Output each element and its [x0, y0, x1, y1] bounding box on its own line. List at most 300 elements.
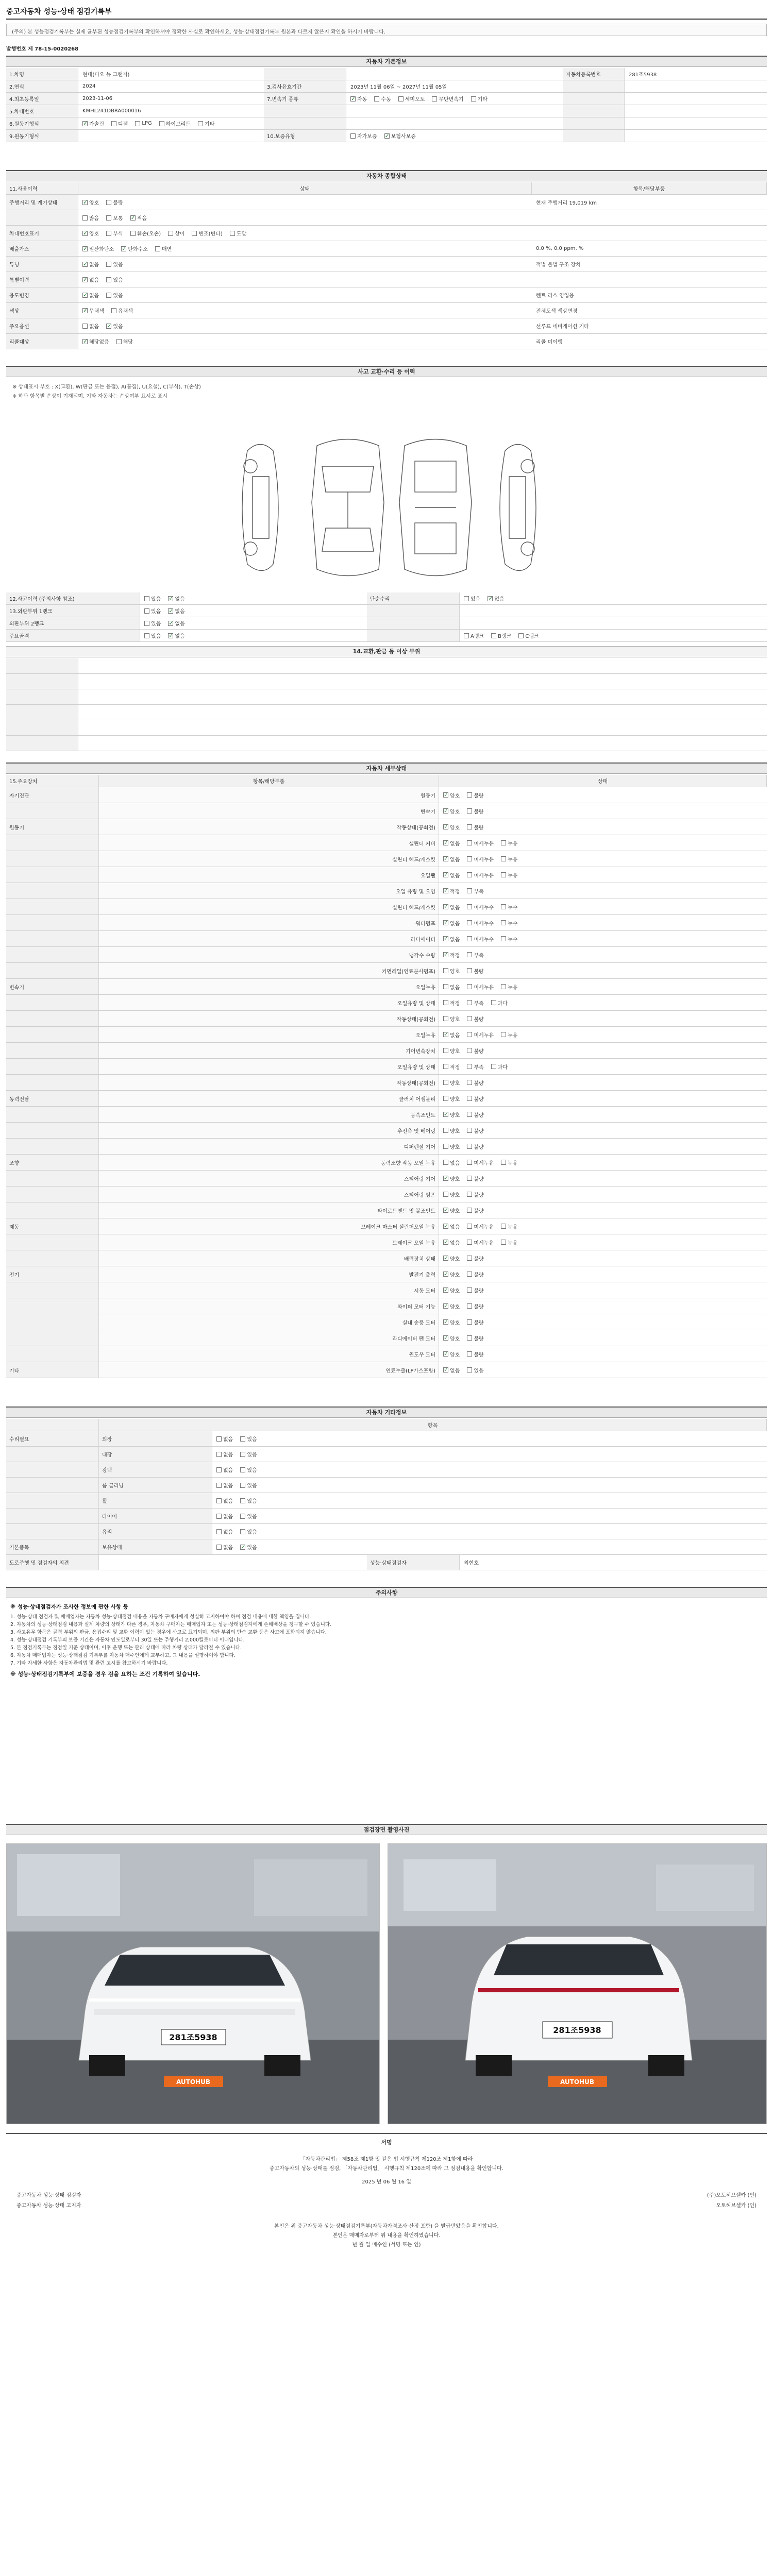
checkbox-option[interactable] — [443, 903, 460, 911]
checkbox[interactable] — [82, 246, 88, 251]
checkbox[interactable] — [467, 1224, 472, 1229]
checkbox[interactable] — [443, 1192, 448, 1197]
checkbox[interactable] — [443, 856, 448, 861]
checkbox-option[interactable] — [443, 791, 460, 799]
checkbox-option[interactable] — [216, 1543, 233, 1551]
checkbox-option[interactable] — [443, 999, 460, 1007]
checkbox[interactable] — [230, 231, 235, 236]
checkbox[interactable] — [443, 1000, 448, 1005]
checkbox[interactable] — [130, 215, 136, 221]
checkbox[interactable] — [240, 1436, 245, 1442]
checkbox[interactable] — [240, 1467, 245, 1472]
checkbox[interactable] — [216, 1529, 222, 1534]
checkbox-option[interactable] — [168, 619, 184, 627]
checkbox[interactable] — [443, 968, 448, 973]
checkbox-option[interactable] — [443, 1366, 460, 1374]
checkbox[interactable] — [501, 840, 506, 845]
checkbox[interactable] — [501, 1160, 506, 1165]
checkbox-option[interactable] — [501, 903, 517, 911]
checkbox-option[interactable] — [240, 1481, 257, 1489]
checkbox[interactable] — [443, 1064, 448, 1069]
checkbox-option[interactable] — [467, 919, 494, 927]
checkbox-option[interactable] — [144, 632, 161, 639]
checkbox-option[interactable] — [443, 1015, 460, 1023]
checkbox[interactable] — [144, 633, 149, 638]
checkbox-option[interactable] — [192, 229, 222, 237]
checkbox-option[interactable] — [467, 1127, 483, 1134]
checkbox[interactable] — [192, 231, 197, 236]
checkbox[interactable] — [82, 200, 88, 205]
checkbox-option[interactable] — [82, 214, 99, 222]
checkbox[interactable] — [443, 1144, 448, 1149]
checkbox[interactable] — [501, 920, 506, 925]
checkbox-option[interactable] — [168, 607, 184, 615]
checkbox-option[interactable] — [467, 1286, 483, 1294]
checkbox-option[interactable] — [240, 1435, 257, 1443]
checkbox[interactable] — [491, 633, 496, 638]
checkbox-option[interactable] — [130, 214, 147, 222]
checkbox[interactable] — [443, 1303, 448, 1309]
checkbox-option[interactable] — [501, 871, 517, 879]
checkbox[interactable] — [106, 324, 111, 329]
checkbox[interactable] — [491, 1064, 496, 1069]
checkbox-option[interactable] — [443, 1111, 460, 1118]
checkbox[interactable] — [240, 1483, 245, 1488]
checkbox-option[interactable] — [467, 1302, 483, 1310]
checkbox[interactable] — [350, 133, 356, 139]
checkbox[interactable] — [467, 1000, 472, 1005]
checkbox-option[interactable] — [82, 229, 99, 237]
checkbox-option[interactable] — [467, 1031, 494, 1039]
checkbox-option[interactable] — [240, 1528, 257, 1535]
checkbox-option[interactable] — [82, 276, 99, 283]
checkbox[interactable] — [168, 633, 173, 638]
checkbox-option[interactable] — [467, 1079, 483, 1087]
checkbox[interactable] — [443, 1208, 448, 1213]
checkbox-option[interactable] — [106, 291, 123, 299]
checkbox-option[interactable] — [230, 229, 246, 237]
checkbox[interactable] — [467, 1064, 472, 1069]
checkbox[interactable] — [111, 308, 116, 313]
checkbox[interactable] — [216, 1436, 222, 1442]
checkbox[interactable] — [501, 904, 506, 909]
checkbox[interactable] — [464, 633, 469, 638]
checkbox[interactable] — [159, 121, 164, 126]
checkbox[interactable] — [501, 872, 506, 877]
checkbox-option[interactable] — [82, 260, 99, 268]
checkbox[interactable] — [443, 1224, 448, 1229]
checkbox[interactable] — [443, 920, 448, 925]
checkbox[interactable] — [240, 1452, 245, 1457]
checkbox[interactable] — [467, 1096, 472, 1101]
checkbox[interactable] — [240, 1498, 245, 1503]
checkbox-option[interactable] — [491, 999, 508, 1007]
checkbox[interactable] — [467, 1032, 472, 1037]
checkbox-option[interactable] — [467, 983, 494, 991]
checkbox[interactable] — [443, 1016, 448, 1021]
checkbox-option[interactable] — [443, 983, 460, 991]
checkbox-option[interactable] — [467, 903, 494, 911]
checkbox[interactable] — [82, 339, 88, 344]
checkbox-option[interactable] — [464, 632, 484, 639]
checkbox[interactable] — [467, 1240, 472, 1245]
checkbox[interactable] — [467, 968, 472, 973]
checkbox[interactable] — [443, 888, 448, 893]
checkbox-option[interactable] — [501, 1239, 517, 1246]
checkbox-option[interactable] — [443, 951, 460, 959]
checkbox-option[interactable] — [106, 198, 123, 206]
checkbox[interactable] — [106, 262, 111, 267]
checkbox-option[interactable] — [443, 935, 460, 943]
checkbox[interactable] — [501, 984, 506, 989]
checkbox-option[interactable] — [467, 855, 494, 863]
checkbox[interactable] — [198, 121, 203, 126]
checkbox[interactable] — [443, 1096, 448, 1101]
checkbox[interactable] — [82, 308, 88, 313]
checkbox[interactable] — [443, 808, 448, 814]
checkbox-option[interactable] — [501, 855, 517, 863]
checkbox-option[interactable] — [501, 839, 517, 847]
checkbox-option[interactable] — [443, 1302, 460, 1310]
checkbox-option[interactable] — [501, 1031, 517, 1039]
checkbox-option[interactable] — [106, 214, 123, 222]
checkbox-option[interactable] — [443, 1318, 460, 1326]
checkbox[interactable] — [443, 952, 448, 957]
checkbox-option[interactable] — [467, 1175, 483, 1182]
checkbox[interactable] — [443, 1128, 448, 1133]
checkbox[interactable] — [491, 1000, 496, 1005]
checkbox-option[interactable] — [443, 1095, 460, 1103]
checkbox-option[interactable] — [491, 1063, 508, 1071]
checkbox[interactable] — [168, 231, 173, 236]
checkbox[interactable] — [350, 96, 356, 101]
checkbox-option[interactable] — [374, 95, 391, 103]
checkbox[interactable] — [443, 840, 448, 845]
checkbox-option[interactable] — [501, 1159, 517, 1166]
checkbox[interactable] — [467, 920, 472, 925]
checkbox[interactable] — [488, 596, 493, 601]
checkbox-option[interactable] — [168, 229, 184, 237]
checkbox-option[interactable] — [216, 1528, 233, 1535]
checkbox[interactable] — [518, 633, 524, 638]
checkbox-option[interactable] — [443, 1191, 460, 1198]
checkbox[interactable] — [467, 1192, 472, 1197]
checkbox-option[interactable] — [467, 967, 483, 975]
checkbox-option[interactable] — [155, 245, 172, 252]
checkbox[interactable] — [467, 1176, 472, 1181]
checkbox-option[interactable] — [467, 1318, 483, 1326]
checkbox-option[interactable] — [501, 935, 517, 943]
checkbox[interactable] — [467, 1208, 472, 1213]
checkbox[interactable] — [501, 856, 506, 861]
checkbox-option[interactable] — [130, 229, 161, 237]
checkbox-option[interactable] — [501, 983, 517, 991]
checkbox-option[interactable] — [467, 807, 483, 815]
checkbox[interactable] — [443, 1335, 448, 1341]
checkbox-option[interactable] — [488, 595, 504, 602]
checkbox-option[interactable] — [398, 95, 425, 103]
checkbox-option[interactable] — [111, 120, 128, 127]
checkbox[interactable] — [216, 1514, 222, 1519]
checkbox-option[interactable] — [82, 120, 104, 127]
checkbox-option[interactable] — [216, 1481, 233, 1489]
checkbox[interactable] — [116, 339, 122, 344]
checkbox-option[interactable] — [240, 1450, 257, 1458]
checkbox[interactable] — [135, 121, 140, 126]
checkbox-option[interactable] — [467, 1143, 483, 1150]
checkbox-option[interactable] — [443, 855, 460, 863]
checkbox[interactable] — [443, 984, 448, 989]
checkbox-option[interactable] — [443, 1127, 460, 1134]
checkbox[interactable] — [144, 621, 149, 626]
checkbox-option[interactable] — [216, 1435, 233, 1443]
checkbox[interactable] — [144, 608, 149, 614]
checkbox[interactable] — [82, 324, 88, 329]
checkbox-option[interactable] — [144, 619, 161, 627]
checkbox-option[interactable] — [467, 1207, 483, 1214]
checkbox-option[interactable] — [443, 1239, 460, 1246]
checkbox-option[interactable] — [467, 823, 483, 831]
checkbox[interactable] — [467, 1303, 472, 1309]
checkbox[interactable] — [144, 596, 149, 601]
checkbox[interactable] — [443, 1351, 448, 1357]
checkbox-option[interactable] — [443, 1159, 460, 1166]
checkbox-option[interactable] — [240, 1543, 257, 1551]
checkbox[interactable] — [467, 952, 472, 957]
checkbox-option[interactable] — [216, 1466, 233, 1473]
checkbox-option[interactable] — [443, 1079, 460, 1087]
checkbox[interactable] — [106, 277, 111, 282]
checkbox-option[interactable] — [467, 1270, 483, 1278]
checkbox[interactable] — [467, 1144, 472, 1149]
checkbox-option[interactable] — [467, 1159, 494, 1166]
checkbox-option[interactable] — [82, 307, 104, 314]
checkbox-option[interactable] — [106, 322, 123, 330]
checkbox[interactable] — [240, 1529, 245, 1534]
checkbox-option[interactable] — [443, 871, 460, 879]
checkbox[interactable] — [168, 608, 173, 614]
checkbox[interactable] — [240, 1514, 245, 1519]
checkbox[interactable] — [467, 1128, 472, 1133]
checkbox-option[interactable] — [443, 1255, 460, 1262]
checkbox-option[interactable] — [467, 1191, 483, 1198]
checkbox[interactable] — [443, 792, 448, 798]
checkbox-option[interactable] — [216, 1450, 233, 1458]
checkbox[interactable] — [398, 96, 404, 101]
checkbox-option[interactable] — [443, 1334, 460, 1342]
checkbox-option[interactable] — [518, 632, 539, 639]
checkbox[interactable] — [82, 293, 88, 298]
checkbox-option[interactable] — [491, 632, 511, 639]
checkbox[interactable] — [240, 1545, 245, 1550]
checkbox-option[interactable] — [443, 1175, 460, 1182]
checkbox-option[interactable] — [240, 1512, 257, 1520]
checkbox[interactable] — [443, 1319, 448, 1325]
checkbox[interactable] — [471, 96, 476, 101]
checkbox-option[interactable] — [240, 1466, 257, 1473]
checkbox[interactable] — [467, 1160, 472, 1165]
checkbox[interactable] — [121, 246, 126, 251]
checkbox[interactable] — [501, 1032, 506, 1037]
checkbox-option[interactable] — [467, 887, 483, 895]
checkbox[interactable] — [443, 904, 448, 909]
checkbox[interactable] — [443, 1367, 448, 1372]
checkbox[interactable] — [216, 1467, 222, 1472]
checkbox-option[interactable] — [443, 1270, 460, 1278]
checkbox[interactable] — [443, 1112, 448, 1117]
checkbox-option[interactable] — [501, 919, 517, 927]
checkbox-option[interactable] — [106, 229, 123, 237]
checkbox[interactable] — [467, 856, 472, 861]
checkbox-option[interactable] — [350, 132, 377, 140]
checkbox[interactable] — [443, 1176, 448, 1181]
checkbox-option[interactable] — [350, 95, 367, 103]
checkbox-option[interactable] — [467, 1047, 483, 1055]
checkbox-option[interactable] — [82, 198, 99, 206]
checkbox[interactable] — [464, 596, 469, 601]
checkbox[interactable] — [82, 262, 88, 267]
checkbox[interactable] — [467, 1048, 472, 1053]
checkbox[interactable] — [443, 1240, 448, 1245]
checkbox-option[interactable] — [144, 607, 161, 615]
checkbox-option[interactable] — [443, 839, 460, 847]
checkbox[interactable] — [467, 1080, 472, 1085]
checkbox[interactable] — [443, 936, 448, 941]
checkbox[interactable] — [106, 215, 111, 221]
checkbox[interactable] — [443, 1032, 448, 1037]
checkbox[interactable] — [82, 121, 88, 126]
checkbox-option[interactable] — [471, 95, 488, 103]
checkbox[interactable] — [467, 888, 472, 893]
checkbox-option[interactable] — [501, 1223, 517, 1230]
checkbox-option[interactable] — [467, 1015, 483, 1023]
checkbox[interactable] — [443, 824, 448, 829]
checkbox-option[interactable] — [464, 595, 480, 602]
checkbox-option[interactable] — [443, 1063, 460, 1071]
checkbox[interactable] — [374, 96, 379, 101]
checkbox[interactable] — [216, 1545, 222, 1550]
checkbox-option[interactable] — [467, 1239, 494, 1246]
checkbox[interactable] — [467, 1319, 472, 1325]
checkbox[interactable] — [106, 200, 111, 205]
checkbox-option[interactable] — [443, 1286, 460, 1294]
checkbox[interactable] — [467, 1287, 472, 1293]
checkbox[interactable] — [467, 840, 472, 845]
checkbox-option[interactable] — [443, 1143, 460, 1150]
checkbox[interactable] — [467, 872, 472, 877]
checkbox[interactable] — [130, 231, 136, 236]
checkbox[interactable] — [168, 621, 173, 626]
checkbox[interactable] — [467, 1335, 472, 1341]
checkbox[interactable] — [467, 1112, 472, 1117]
checkbox[interactable] — [82, 215, 88, 221]
checkbox-option[interactable] — [121, 245, 148, 252]
checkbox[interactable] — [467, 1351, 472, 1357]
checkbox-option[interactable] — [144, 595, 161, 602]
checkbox[interactable] — [216, 1452, 222, 1457]
checkbox[interactable] — [106, 231, 111, 236]
checkbox-option[interactable] — [111, 307, 133, 314]
checkbox-option[interactable] — [443, 823, 460, 831]
checkbox-option[interactable] — [135, 121, 152, 126]
checkbox-option[interactable] — [240, 1497, 257, 1504]
checkbox[interactable] — [443, 1272, 448, 1277]
checkbox[interactable] — [467, 1367, 472, 1372]
checkbox-option[interactable] — [82, 291, 99, 299]
checkbox[interactable] — [155, 246, 160, 251]
checkbox[interactable] — [384, 133, 390, 139]
checkbox[interactable] — [216, 1483, 222, 1488]
checkbox-option[interactable] — [467, 791, 483, 799]
checkbox-option[interactable] — [443, 1031, 460, 1039]
checkbox-option[interactable] — [198, 120, 214, 127]
checkbox-option[interactable] — [159, 120, 191, 127]
checkbox-option[interactable] — [443, 1207, 460, 1214]
checkbox[interactable] — [467, 1016, 472, 1021]
checkbox-option[interactable] — [467, 839, 494, 847]
checkbox-option[interactable] — [467, 951, 483, 959]
checkbox[interactable] — [443, 1080, 448, 1085]
checkbox[interactable] — [443, 1256, 448, 1261]
checkbox[interactable] — [467, 904, 472, 909]
checkbox[interactable] — [106, 293, 111, 298]
checkbox-option[interactable] — [82, 245, 114, 252]
checkbox-option[interactable] — [116, 337, 133, 345]
checkbox[interactable] — [501, 1240, 506, 1245]
checkbox-option[interactable] — [467, 1095, 483, 1103]
checkbox-option[interactable] — [106, 276, 123, 283]
checkbox[interactable] — [443, 1048, 448, 1053]
checkbox-option[interactable] — [82, 322, 99, 330]
checkbox[interactable] — [467, 984, 472, 989]
checkbox[interactable] — [467, 936, 472, 941]
checkbox-option[interactable] — [467, 1334, 483, 1342]
checkbox-option[interactable] — [443, 1223, 460, 1230]
checkbox-option[interactable] — [467, 1223, 494, 1230]
checkbox[interactable] — [168, 596, 173, 601]
checkbox[interactable] — [82, 231, 88, 236]
checkbox-option[interactable] — [467, 1350, 483, 1358]
checkbox-option[interactable] — [443, 1350, 460, 1358]
checkbox[interactable] — [467, 1272, 472, 1277]
checkbox-option[interactable] — [443, 1047, 460, 1055]
checkbox[interactable] — [501, 936, 506, 941]
checkbox-option[interactable] — [106, 260, 123, 268]
checkbox-option[interactable] — [384, 132, 416, 140]
checkbox-option[interactable] — [467, 935, 494, 943]
checkbox-option[interactable] — [432, 95, 463, 103]
checkbox-option[interactable] — [443, 887, 460, 895]
checkbox-option[interactable] — [443, 807, 460, 815]
checkbox[interactable] — [111, 121, 116, 126]
checkbox-option[interactable] — [443, 919, 460, 927]
checkbox-option[interactable] — [216, 1512, 233, 1520]
checkbox[interactable] — [216, 1498, 222, 1503]
checkbox[interactable] — [467, 824, 472, 829]
checkbox[interactable] — [443, 872, 448, 877]
checkbox-option[interactable] — [82, 337, 109, 345]
checkbox-option[interactable] — [467, 1366, 483, 1374]
checkbox-option[interactable] — [467, 871, 494, 879]
checkbox-option[interactable] — [168, 595, 184, 602]
checkbox-option[interactable] — [168, 632, 184, 639]
checkbox[interactable] — [82, 277, 88, 282]
checkbox[interactable] — [432, 96, 437, 101]
checkbox[interactable] — [467, 808, 472, 814]
checkbox-option[interactable] — [467, 999, 483, 1007]
checkbox-option[interactable] — [467, 1255, 483, 1262]
checkbox[interactable] — [443, 1160, 448, 1165]
